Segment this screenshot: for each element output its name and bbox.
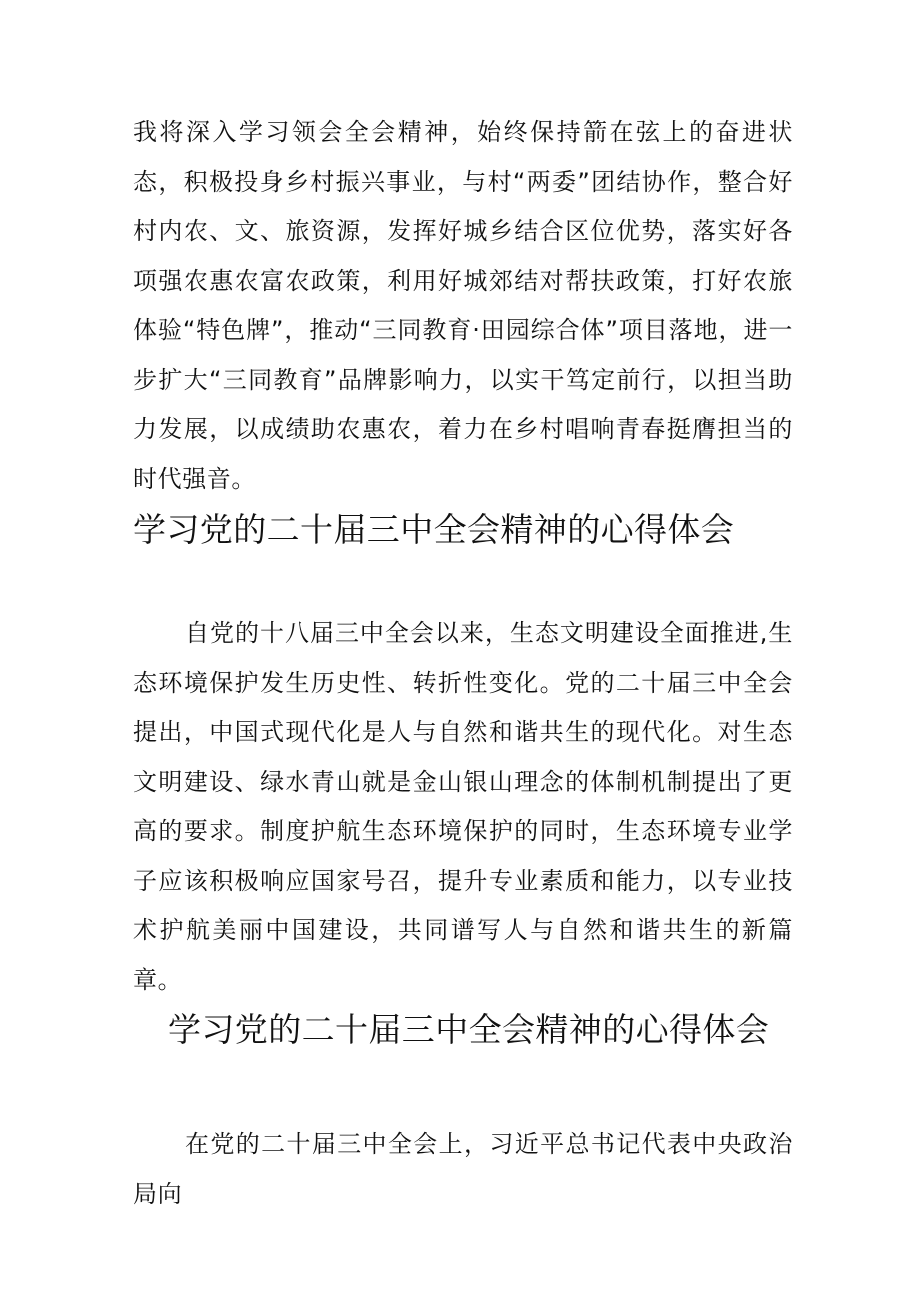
body-paragraph-1: 我将深入学习领会全会精神，始终保持箭在弦上的奋进状态，积极投身乡村振兴事业，与村“两委”团结协作，整合好村内农、文、旅资源，发挥好城乡结合区位优势，落实好各项强农惠农富农政策，利用好城郊结对帮扶政策，打好农旅体验“特色牌”，推动“三同教育·田园综合体”项目落地，进一步扩大“三同教育”品牌影响力，以实干笃定前行，以担当助力发展，以成绩助农惠农，着力在乡村唱响青春挺膺担当的时代强音。 [133,118,793,493]
body-paragraph-3: 在党的二十届三中全会上，习近平总书记代表中央政治局向 [133,1130,793,1208]
section-heading-2: 学习党的二十届三中全会精神的心得体会 [168,1010,770,1049]
section-heading-1: 学习党的二十届三中全会精神的心得体会 [133,510,735,549]
body-paragraph-2: 自党的十八届三中全会以来，生态文明建设全面推进,生态环境保护发生历史性、转折性变化。党的二十届三中全会提出，中国式现代化是人与自然和谐共生的现代化。对生态文明建设、绿水青山就是金山银山理念的体制机制提出了更高的要求。制度护航生态环境保护的同时，生态环境专业学子应该积极响应国家号召，提升专业素质和能力，以专业技术护航美丽中国建设，共同谱写人与自然和谐共生的新篇章。 [133,619,793,994]
